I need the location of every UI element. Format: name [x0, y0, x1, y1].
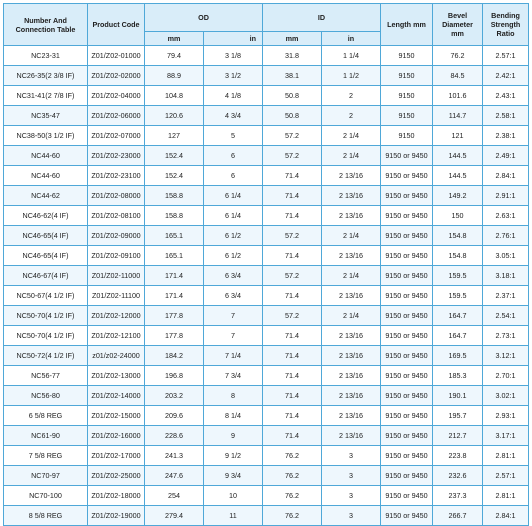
- od-in-cell: 9 3/4: [204, 466, 263, 486]
- connection-cell: NC70-100: [4, 486, 88, 506]
- connection-cell: NC56-77: [4, 366, 88, 386]
- bevel-diameter-cell: 223.8: [433, 446, 483, 466]
- id-in-cell: 3: [322, 466, 381, 486]
- bending-ratio-cell: 2.54:1: [483, 306, 529, 326]
- id-in-cell: 2 13/16: [322, 406, 381, 426]
- bevel-diameter-cell: 169.5: [433, 346, 483, 366]
- length-cell: 9150 or 9450: [381, 246, 433, 266]
- header-od-in: in: [204, 32, 263, 46]
- connection-cell: NC46-67(4 IF): [4, 266, 88, 286]
- bevel-diameter-cell: 185.3: [433, 366, 483, 386]
- length-cell: 9150 or 9450: [381, 166, 433, 186]
- id-mm-cell: 76.2: [263, 486, 322, 506]
- bending-ratio-cell: 2.73:1: [483, 326, 529, 346]
- bevel-diameter-cell: 164.7: [433, 326, 483, 346]
- table-row: [4, 126, 529, 146]
- length-cell: 9150: [381, 86, 433, 106]
- id-mm-cell: 71.4: [263, 186, 322, 206]
- id-mm-cell: 57.2: [263, 146, 322, 166]
- od-in-cell: 3 1/2: [204, 66, 263, 86]
- id-in-cell: 2 13/16: [322, 366, 381, 386]
- bevel-diameter-cell: 150: [433, 206, 483, 226]
- id-mm-cell: 38.1: [263, 66, 322, 86]
- id-in-cell: 2 1/4: [322, 126, 381, 146]
- length-cell: 9150 or 9450: [381, 386, 433, 406]
- id-in-cell: 2 1/4: [322, 146, 381, 166]
- od-mm-cell: 177.8: [145, 306, 204, 326]
- od-mm-cell: 184.2: [145, 346, 204, 366]
- connection-cell: NC26-35(2 3/8 IF): [4, 66, 88, 86]
- table-row: [4, 326, 529, 346]
- header-product-code: Product Code: [88, 4, 145, 46]
- length-cell: 9150: [381, 46, 433, 66]
- bending-ratio-cell: 2.76:1: [483, 226, 529, 246]
- product-code-cell: Z01/Z02-08100: [88, 206, 145, 226]
- bevel-diameter-cell: 159.5: [433, 286, 483, 306]
- table-row: [4, 286, 529, 306]
- product-code-cell: Z01/Z02-06000: [88, 106, 145, 126]
- bevel-diameter-cell: 190.1: [433, 386, 483, 406]
- od-in-cell: 8: [204, 386, 263, 406]
- id-in-cell: 3: [322, 446, 381, 466]
- product-code-cell: Z01/Z02-25000: [88, 466, 145, 486]
- table-row: [4, 246, 529, 266]
- id-mm-cell: 31.8: [263, 46, 322, 66]
- id-mm-cell: 71.4: [263, 326, 322, 346]
- length-cell: 9150 or 9450: [381, 486, 433, 506]
- bending-ratio-cell: 2.91:1: [483, 186, 529, 206]
- id-mm-cell: 71.4: [263, 406, 322, 426]
- connection-cell: NC23-31: [4, 46, 88, 66]
- id-mm-cell: 76.2: [263, 466, 322, 486]
- product-code-cell: Z01/Z02-12100: [88, 326, 145, 346]
- od-mm-cell: 88.9: [145, 66, 204, 86]
- length-cell: 9150: [381, 106, 433, 126]
- bending-ratio-cell: 2.84:1: [483, 506, 529, 526]
- id-in-cell: 2 1/4: [322, 226, 381, 246]
- bevel-diameter-cell: 164.7: [433, 306, 483, 326]
- bending-ratio-cell: 3.12:1: [483, 346, 529, 366]
- length-cell: 9150: [381, 66, 433, 86]
- id-mm-cell: 57.2: [263, 266, 322, 286]
- bevel-diameter-cell: 154.8: [433, 226, 483, 246]
- product-code-cell: Z01/Z02-14000: [88, 386, 145, 406]
- product-code-cell: Z01/Z02-07000: [88, 126, 145, 146]
- id-mm-cell: 76.2: [263, 506, 322, 526]
- product-code-cell: Z01/Z02-12000: [88, 306, 145, 326]
- od-in-cell: 5: [204, 126, 263, 146]
- bevel-diameter-cell: 144.5: [433, 166, 483, 186]
- od-mm-cell: 171.4: [145, 266, 204, 286]
- bevel-diameter-cell: 144.5: [433, 146, 483, 166]
- id-in-cell: 2 13/16: [322, 286, 381, 306]
- product-code-cell: Z01/Z02-18000: [88, 486, 145, 506]
- id-mm-cell: 57.2: [263, 306, 322, 326]
- connection-cell: NC50-72(4 1/2 IF): [4, 346, 88, 366]
- id-mm-cell: 71.4: [263, 346, 322, 366]
- od-in-cell: 6 1/2: [204, 246, 263, 266]
- length-cell: 9150 or 9450: [381, 266, 433, 286]
- od-in-cell: 7: [204, 306, 263, 326]
- id-in-cell: 2 13/16: [322, 166, 381, 186]
- length-cell: 9150 or 9450: [381, 406, 433, 426]
- od-mm-cell: 177.8: [145, 326, 204, 346]
- table-row: [4, 306, 529, 326]
- product-code-cell: Z01/Z02-16000: [88, 426, 145, 446]
- bending-ratio-cell: 2.81:1: [483, 486, 529, 506]
- length-cell: 9150 or 9450: [381, 226, 433, 246]
- id-mm-cell: 57.2: [263, 126, 322, 146]
- id-in-cell: 1 1/2: [322, 66, 381, 86]
- od-mm-cell: 79.4: [145, 46, 204, 66]
- id-in-cell: 3: [322, 486, 381, 506]
- product-code-cell: Z01/Z02-15000: [88, 406, 145, 426]
- od-in-cell: 6: [204, 166, 263, 186]
- length-cell: 9150 or 9450: [381, 426, 433, 446]
- length-cell: 9150 or 9450: [381, 186, 433, 206]
- od-mm-cell: 120.6: [145, 106, 204, 126]
- od-mm-cell: 165.1: [145, 246, 204, 266]
- bevel-diameter-cell: 237.3: [433, 486, 483, 506]
- length-cell: 9150 or 9450: [381, 206, 433, 226]
- table-row: [4, 466, 529, 486]
- od-in-cell: 7: [204, 326, 263, 346]
- product-code-cell: Z01/Z02-19000: [88, 506, 145, 526]
- bending-ratio-cell: 3.02:1: [483, 386, 529, 406]
- bending-ratio-cell: 2.38:1: [483, 126, 529, 146]
- connection-cell: NC44-60: [4, 166, 88, 186]
- id-mm-cell: 71.4: [263, 246, 322, 266]
- connection-cell: NC56-80: [4, 386, 88, 406]
- od-mm-cell: 254: [145, 486, 204, 506]
- id-in-cell: 2: [322, 106, 381, 126]
- product-code-cell: Z01/Z02-17000: [88, 446, 145, 466]
- bevel-diameter-cell: 232.6: [433, 466, 483, 486]
- connection-cell: NC35-47: [4, 106, 88, 126]
- bending-ratio-cell: 2.57:1: [483, 46, 529, 66]
- id-mm-cell: 57.2: [263, 226, 322, 246]
- table-row: [4, 346, 529, 366]
- header-number-connection: Number And Connection Table: [4, 4, 88, 46]
- bending-ratio-cell: 3.05:1: [483, 246, 529, 266]
- od-mm-cell: 228.6: [145, 426, 204, 446]
- length-cell: 9150 or 9450: [381, 306, 433, 326]
- od-mm-cell: 104.8: [145, 86, 204, 106]
- bending-ratio-cell: 3.18:1: [483, 266, 529, 286]
- length-cell: 9150 or 9450: [381, 506, 433, 526]
- connection-cell: NC31-41(2 7/8 IF): [4, 86, 88, 106]
- bevel-diameter-cell: 84.5: [433, 66, 483, 86]
- bevel-diameter-cell: 266.7: [433, 506, 483, 526]
- od-in-cell: 7 3/4: [204, 366, 263, 386]
- id-mm-cell: 71.4: [263, 206, 322, 226]
- od-in-cell: 6 3/4: [204, 286, 263, 306]
- table-row: [4, 46, 529, 66]
- table-row: [4, 66, 529, 86]
- table-row: [4, 166, 529, 186]
- bevel-diameter-cell: 154.8: [433, 246, 483, 266]
- product-code-cell: Z01/Z02-01000: [88, 46, 145, 66]
- header-od-mm: mm: [145, 32, 204, 46]
- table-row: [4, 386, 529, 406]
- bevel-diameter-cell: 149.2: [433, 186, 483, 206]
- connection-cell: NC61-90: [4, 426, 88, 446]
- connection-cell: NC44-60: [4, 146, 88, 166]
- id-in-cell: 2 13/16: [322, 206, 381, 226]
- bending-ratio-cell: 2.49:1: [483, 146, 529, 166]
- od-mm-cell: 127: [145, 126, 204, 146]
- length-cell: 9150 or 9450: [381, 466, 433, 486]
- id-mm-cell: 50.8: [263, 106, 322, 126]
- table-row: [4, 366, 529, 386]
- product-code-cell: Z01/Z02-23000: [88, 146, 145, 166]
- od-in-cell: 7 1/4: [204, 346, 263, 366]
- id-in-cell: 3: [322, 506, 381, 526]
- product-code-cell: Z01/Z02-11100: [88, 286, 145, 306]
- bending-ratio-cell: 2.84:1: [483, 166, 529, 186]
- id-mm-cell: 71.4: [263, 386, 322, 406]
- bending-ratio-cell: 2.81:1: [483, 446, 529, 466]
- bevel-diameter-cell: 212.7: [433, 426, 483, 446]
- od-in-cell: 8 1/4: [204, 406, 263, 426]
- id-mm-cell: 50.8: [263, 86, 322, 106]
- id-mm-cell: 71.4: [263, 426, 322, 446]
- id-in-cell: 2 13/16: [322, 386, 381, 406]
- id-in-cell: 2: [322, 86, 381, 106]
- connection-cell: NC50-70(4 1/2 IF): [4, 306, 88, 326]
- table-row: [4, 186, 529, 206]
- id-mm-cell: 71.4: [263, 286, 322, 306]
- od-mm-cell: 203.2: [145, 386, 204, 406]
- bevel-diameter-cell: 114.7: [433, 106, 483, 126]
- connection-cell: NC50-70(4 1/2 IF): [4, 326, 88, 346]
- id-mm-cell: 71.4: [263, 166, 322, 186]
- od-mm-cell: 152.4: [145, 146, 204, 166]
- bevel-diameter-cell: 121: [433, 126, 483, 146]
- product-code-cell: Z01/Z02-09000: [88, 226, 145, 246]
- connection-cell: NC46-62(4 IF): [4, 206, 88, 226]
- connection-cell: 8 5/8 REG: [4, 506, 88, 526]
- id-in-cell: 1 1/4: [322, 46, 381, 66]
- od-in-cell: 9 1/2: [204, 446, 263, 466]
- od-in-cell: 4 3/4: [204, 106, 263, 126]
- connection-cell: NC46-65(4 IF): [4, 246, 88, 266]
- id-mm-cell: 71.4: [263, 366, 322, 386]
- connection-cell: NC70-97: [4, 466, 88, 486]
- table-row: [4, 426, 529, 446]
- od-mm-cell: 196.8: [145, 366, 204, 386]
- od-mm-cell: 152.4: [145, 166, 204, 186]
- od-in-cell: 6 1/4: [204, 186, 263, 206]
- bevel-diameter-cell: 159.5: [433, 266, 483, 286]
- od-in-cell: 4 1/8: [204, 86, 263, 106]
- length-cell: 9150: [381, 126, 433, 146]
- header-row: [4, 4, 529, 32]
- table-row: [4, 486, 529, 506]
- bending-ratio-cell: 2.93:1: [483, 406, 529, 426]
- header-id-in: in: [322, 32, 381, 46]
- header-length: Length mm: [381, 4, 433, 46]
- connection-cell: 7 5/8 REG: [4, 446, 88, 466]
- bending-ratio-cell: 2.42:1: [483, 66, 529, 86]
- id-in-cell: 2 1/4: [322, 306, 381, 326]
- bending-ratio-cell: 2.37:1: [483, 286, 529, 306]
- product-code-cell: Z01/Z02-04000: [88, 86, 145, 106]
- id-in-cell: 2 1/4: [322, 266, 381, 286]
- id-in-cell: 2 13/16: [322, 326, 381, 346]
- id-in-cell: 2 13/16: [322, 186, 381, 206]
- od-mm-cell: 279.4: [145, 506, 204, 526]
- bevel-diameter-cell: 76.2: [433, 46, 483, 66]
- table-row: [4, 86, 529, 106]
- product-code-cell: Z01/Z02-02000: [88, 66, 145, 86]
- od-in-cell: 9: [204, 426, 263, 446]
- bending-ratio-cell: 2.63:1: [483, 206, 529, 226]
- length-cell: 9150 or 9450: [381, 366, 433, 386]
- product-code-cell: Z01/Z02-08000: [88, 186, 145, 206]
- connection-cell: NC38-50(3 1/2 IF): [4, 126, 88, 146]
- table-row: [4, 146, 529, 166]
- product-code-cell: z01/z02-24000: [88, 346, 145, 366]
- od-in-cell: 6 1/4: [204, 206, 263, 226]
- header-id: ID: [263, 4, 381, 32]
- id-mm-cell: 76.2: [263, 446, 322, 466]
- bevel-diameter-cell: 101.6: [433, 86, 483, 106]
- bevel-diameter-cell: 195.7: [433, 406, 483, 426]
- spec-table: [3, 3, 529, 526]
- length-cell: 9150 or 9450: [381, 346, 433, 366]
- od-in-cell: 3 1/8: [204, 46, 263, 66]
- id-in-cell: 2 13/16: [322, 426, 381, 446]
- table-row: [4, 106, 529, 126]
- table-row: [4, 506, 529, 526]
- header-bending-ratio: Bending Strength Ratio: [483, 4, 529, 46]
- od-mm-cell: 158.8: [145, 206, 204, 226]
- header-id-mm: mm: [263, 32, 322, 46]
- id-in-cell: 2 13/16: [322, 246, 381, 266]
- od-mm-cell: 241.3: [145, 446, 204, 466]
- od-in-cell: 6 1/2: [204, 226, 263, 246]
- length-cell: 9150 or 9450: [381, 286, 433, 306]
- connection-cell: NC44-62: [4, 186, 88, 206]
- product-code-cell: Z01/Z02-23100: [88, 166, 145, 186]
- connection-cell: 6 5/8 REG: [4, 406, 88, 426]
- table-row: [4, 226, 529, 246]
- od-in-cell: 11: [204, 506, 263, 526]
- connection-cell: NC50-67(4 1/2 IF): [4, 286, 88, 306]
- product-code-cell: Z01/Z02-13000: [88, 366, 145, 386]
- product-code-cell: Z01/Z02-09100: [88, 246, 145, 266]
- bending-ratio-cell: 2.57:1: [483, 466, 529, 486]
- bending-ratio-cell: 2.58:1: [483, 106, 529, 126]
- table-row: [4, 206, 529, 226]
- od-in-cell: 10: [204, 486, 263, 506]
- od-mm-cell: 171.4: [145, 286, 204, 306]
- product-code-cell: Z01/Z02-11000: [88, 266, 145, 286]
- bending-ratio-cell: 2.70:1: [483, 366, 529, 386]
- bending-ratio-cell: 3.17:1: [483, 426, 529, 446]
- length-cell: 9150 or 9450: [381, 326, 433, 346]
- od-mm-cell: 247.6: [145, 466, 204, 486]
- od-in-cell: 6 3/4: [204, 266, 263, 286]
- header-od: OD: [145, 4, 263, 32]
- od-mm-cell: 209.6: [145, 406, 204, 426]
- length-cell: 9150 or 9450: [381, 446, 433, 466]
- id-in-cell: 2 13/16: [322, 346, 381, 366]
- header-bevel-diameter: Bevel Diameter mm: [433, 4, 483, 46]
- table-row: [4, 266, 529, 286]
- table-row: [4, 446, 529, 466]
- od-mm-cell: 165.1: [145, 226, 204, 246]
- table-row: [4, 406, 529, 426]
- bending-ratio-cell: 2.43:1: [483, 86, 529, 106]
- od-mm-cell: 158.8: [145, 186, 204, 206]
- od-in-cell: 6: [204, 146, 263, 166]
- length-cell: 9150 or 9450: [381, 146, 433, 166]
- connection-cell: NC46-65(4 IF): [4, 226, 88, 246]
